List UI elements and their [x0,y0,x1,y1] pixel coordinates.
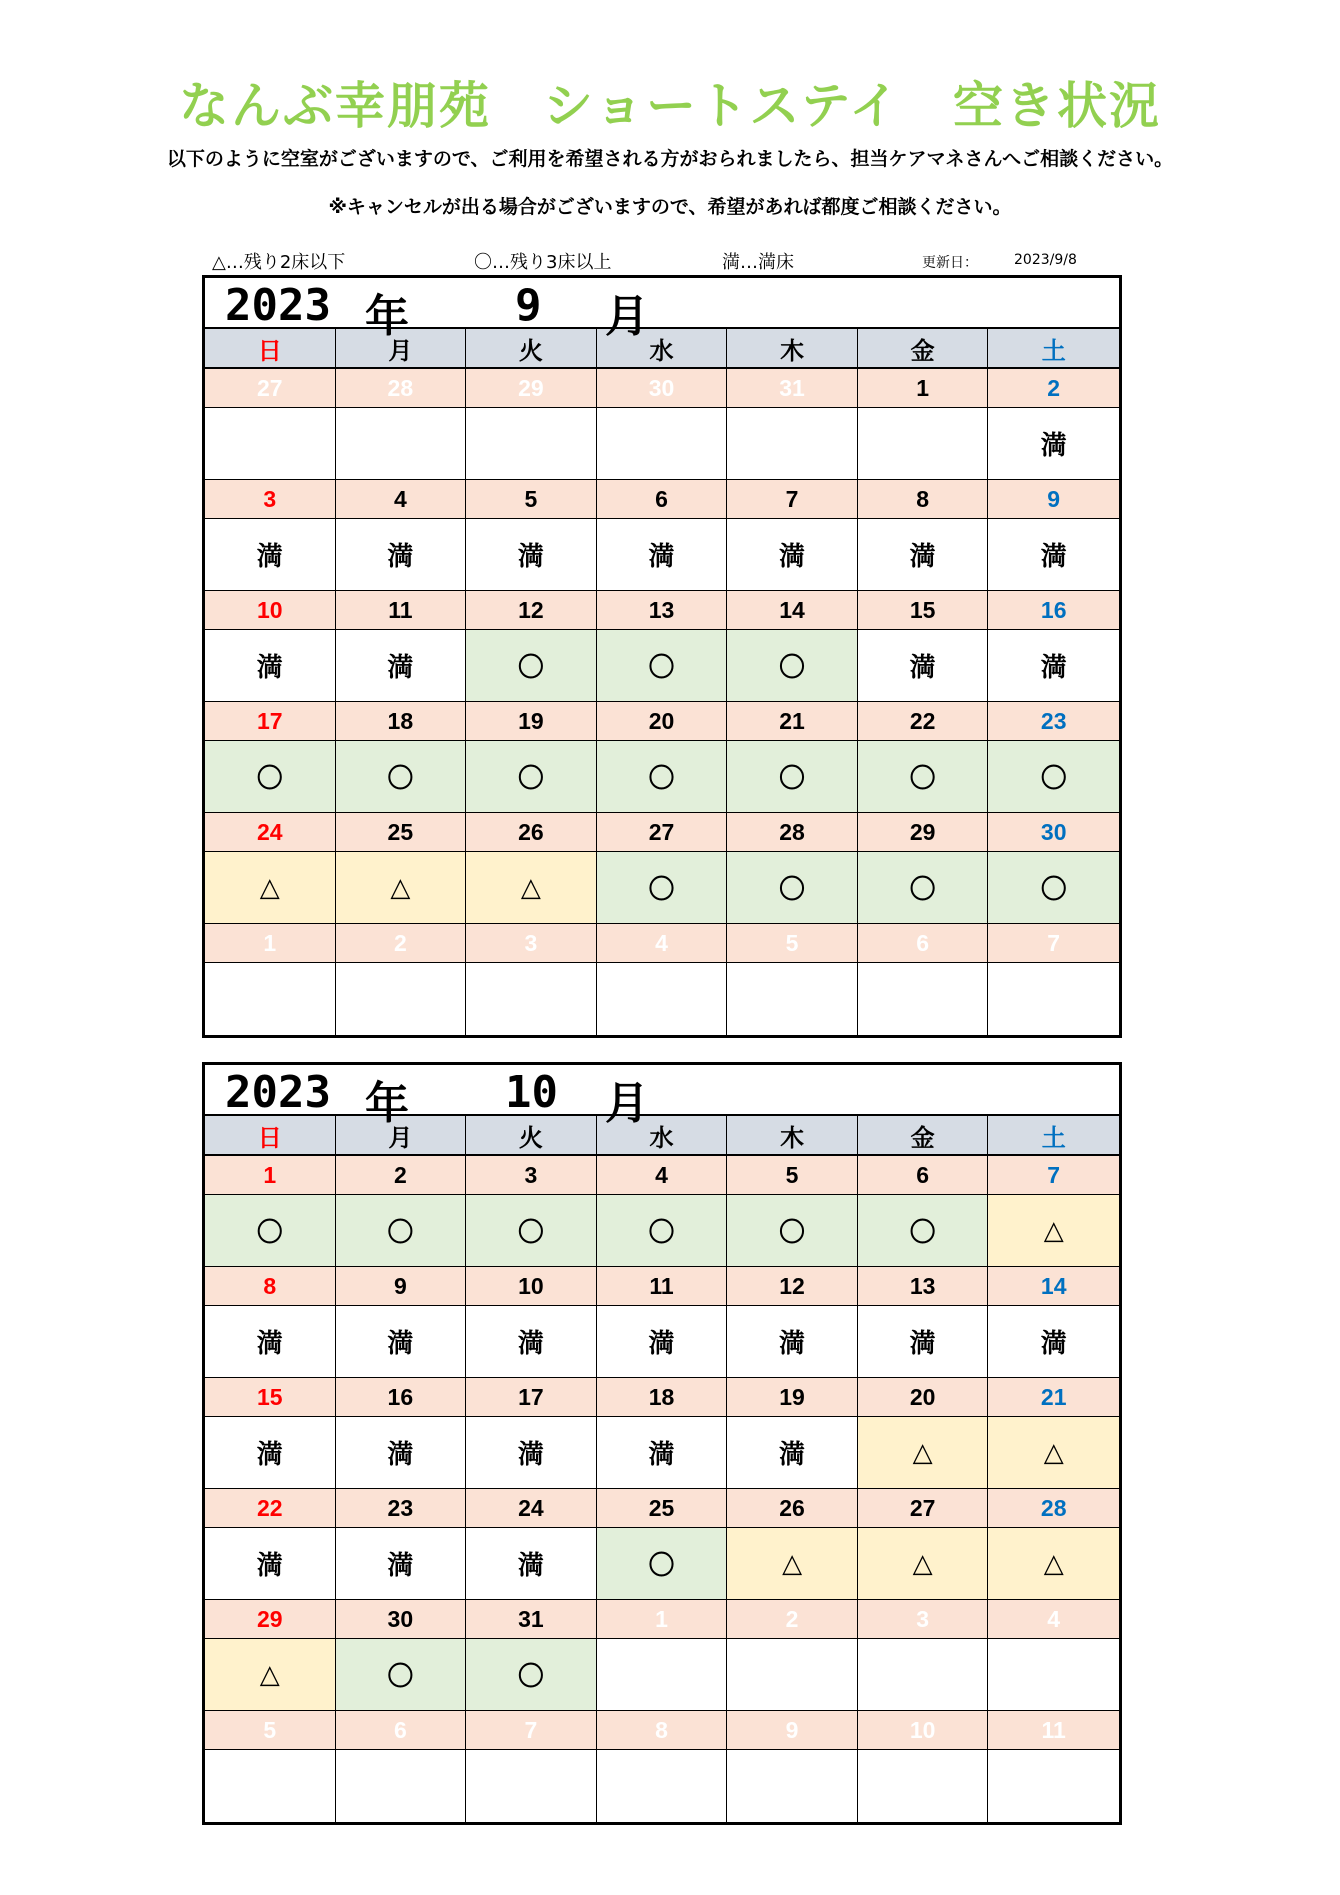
date-cell: 2 [727,1600,858,1639]
availability-cell: 満 [988,519,1119,591]
date-cell: 23 [988,702,1119,741]
availability-cell [336,963,467,1035]
date-cell: 13 [597,591,728,630]
date-cell: 30 [597,369,728,408]
weekday-header: 日 [205,1116,336,1156]
date-cell: 31 [466,1600,597,1639]
availability-cell [988,963,1119,1035]
date-cell: 7 [466,1711,597,1750]
calendar-month: 10 [505,1067,558,1118]
date-cell: 8 [858,480,989,519]
date-cell: 27 [597,813,728,852]
availability-cell [205,408,336,480]
calendar-grid [205,329,1119,1035]
date-cell: 25 [336,813,467,852]
calendar-year: 2023 [225,280,331,331]
date-cell: 22 [858,702,989,741]
availability-cell: 満 [336,1528,467,1600]
date-cell: 10 [858,1711,989,1750]
date-cell: 2 [988,369,1119,408]
legend-triangle: △…残り2床以下 [212,252,346,273]
date-cell: 29 [858,813,989,852]
availability-cell [988,1750,1119,1822]
date-cell: 11 [336,591,467,630]
availability-cell: 〇 [858,1195,989,1267]
date-cell: 29 [466,369,597,408]
availability-cell [466,963,597,1035]
availability-cell [597,1639,728,1711]
availability-cell [858,963,989,1035]
request-note: 以下のように空室がございますので、ご利用を希望される方がおられましたら、担当ケアマネさんへご相談ください。 [166,148,1174,170]
availability-cell: 満 [466,1306,597,1378]
date-cell: 13 [858,1267,989,1306]
weekday-header: 水 [597,329,728,369]
date-cell: 16 [336,1378,467,1417]
weekday-header: 土 [988,329,1119,369]
availability-cell: 〇 [205,1195,336,1267]
weekday-header: 木 [727,1116,858,1156]
date-cell: 8 [597,1711,728,1750]
availability-cell: 満 [858,519,989,591]
date-cell: 4 [597,1156,728,1195]
availability-cell: 〇 [466,741,597,813]
availability-cell: 満 [205,1306,336,1378]
availability-cell: 〇 [597,630,728,702]
date-cell: 28 [988,1489,1119,1528]
weekday-header: 土 [988,1116,1119,1156]
availability-cell: 満 [205,630,336,702]
date-cell: 23 [336,1489,467,1528]
availability-cell [205,1750,336,1822]
date-cell: 3 [858,1600,989,1639]
weekday-header: 月 [336,1116,467,1156]
availability-cell: 満 [205,519,336,591]
weekday-header: 月 [336,329,467,369]
date-cell: 25 [597,1489,728,1528]
date-cell: 9 [727,1711,858,1750]
date-cell: 12 [466,591,597,630]
date-cell: 18 [336,702,467,741]
date-cell: 6 [336,1711,467,1750]
availability-cell: 満 [466,1528,597,1600]
date-cell: 20 [858,1378,989,1417]
date-cell: 17 [205,702,336,741]
availability-cell: △ [336,852,467,924]
calendar-september [202,275,1122,1038]
date-cell: 8 [205,1267,336,1306]
legend-circle: 〇…残り3床以上 [474,252,612,273]
calendar-year-unit: 年 [365,1078,409,1129]
date-cell: 14 [727,591,858,630]
availability-cell: 〇 [727,741,858,813]
availability-cell [466,408,597,480]
availability-cell [727,1750,858,1822]
calendar-month-unit: 月 [605,1078,649,1129]
availability-cell [988,1639,1119,1711]
availability-cell [336,408,467,480]
date-cell: 5 [205,1711,336,1750]
availability-cell [205,963,336,1035]
date-cell: 20 [597,702,728,741]
availability-cell: 〇 [988,852,1119,924]
date-cell: 15 [858,591,989,630]
availability-cell: △ [858,1417,989,1489]
date-cell: 1 [597,1600,728,1639]
availability-cell [858,408,989,480]
calendar-month-unit: 月 [605,291,649,342]
calendar-october [202,1062,1122,1825]
date-cell: 5 [727,924,858,963]
date-cell: 3 [205,480,336,519]
date-cell: 6 [858,1156,989,1195]
availability-cell: 満 [336,1306,467,1378]
date-cell: 28 [336,369,467,408]
date-cell: 26 [727,1489,858,1528]
date-cell: 1 [205,1156,336,1195]
date-cell: 19 [727,1378,858,1417]
availability-cell: 満 [988,630,1119,702]
date-cell: 11 [597,1267,728,1306]
calendar-month: 9 [515,280,542,331]
availability-cell: △ [205,852,336,924]
date-cell: 22 [205,1489,336,1528]
availability-cell: △ [988,1528,1119,1600]
date-cell: 21 [988,1378,1119,1417]
weekday-header: 木 [727,329,858,369]
date-cell: 3 [466,1156,597,1195]
date-cell: 30 [988,813,1119,852]
availability-cell: 満 [336,630,467,702]
availability-cell: 満 [336,1417,467,1489]
date-cell: 2 [336,924,467,963]
date-cell: 7 [988,1156,1119,1195]
availability-cell: △ [466,852,597,924]
date-cell: 5 [466,480,597,519]
availability-cell [727,408,858,480]
weekday-header: 火 [466,1116,597,1156]
availability-cell: 満 [466,519,597,591]
date-cell: 10 [205,591,336,630]
date-cell: 19 [466,702,597,741]
legend-full: 満…満床 [722,252,794,273]
availability-cell: 満 [466,1417,597,1489]
calendar-header [205,1065,1119,1129]
availability-cell [597,963,728,1035]
availability-cell: 満 [858,1306,989,1378]
calendar-grid [205,1116,1119,1822]
availability-cell: 〇 [727,852,858,924]
date-cell: 14 [988,1267,1119,1306]
cancellation-note: ※キャンセルが出る場合がございますので、希望があれば都度ご相談ください。 [328,196,1012,218]
date-cell: 12 [727,1267,858,1306]
calendar-header [205,278,1119,342]
availability-cell: 〇 [336,1639,467,1711]
availability-cell: 満 [988,408,1119,480]
date-cell: 6 [858,924,989,963]
availability-cell: △ [988,1195,1119,1267]
availability-cell: 〇 [336,741,467,813]
date-cell: 18 [597,1378,728,1417]
date-cell: 27 [858,1489,989,1528]
availability-cell: 満 [597,1417,728,1489]
availability-cell: △ [727,1528,858,1600]
availability-cell: 満 [988,1306,1119,1378]
date-cell: 7 [727,480,858,519]
date-cell: 30 [336,1600,467,1639]
availability-cell: 〇 [858,741,989,813]
calendar-year: 2023 [225,1067,331,1118]
availability-cell: 〇 [727,630,858,702]
date-cell: 31 [727,369,858,408]
availability-cell: 満 [336,519,467,591]
date-cell: 11 [988,1711,1119,1750]
date-cell: 24 [466,1489,597,1528]
availability-cell: 満 [727,1417,858,1489]
availability-cell: 〇 [597,1528,728,1600]
date-cell: 15 [205,1378,336,1417]
date-cell: 27 [205,369,336,408]
availability-cell: 〇 [205,741,336,813]
date-cell: 1 [858,369,989,408]
availability-cell [727,1639,858,1711]
date-cell: 9 [988,480,1119,519]
date-cell: 26 [466,813,597,852]
availability-cell: 〇 [597,741,728,813]
date-cell: 4 [597,924,728,963]
availability-cell: 満 [597,519,728,591]
date-cell: 29 [205,1600,336,1639]
availability-cell [858,1750,989,1822]
date-cell: 28 [727,813,858,852]
availability-cell: 満 [858,630,989,702]
availability-cell [336,1750,467,1822]
availability-cell: 〇 [466,1639,597,1711]
availability-cell: 〇 [336,1195,467,1267]
updated-label: 更新日： [922,255,978,271]
availability-cell: 〇 [597,1195,728,1267]
date-cell: 21 [727,702,858,741]
availability-cell: 満 [597,1306,728,1378]
date-cell: 7 [988,924,1119,963]
weekday-header: 水 [597,1116,728,1156]
date-cell: 16 [988,591,1119,630]
availability-cell: 〇 [466,1195,597,1267]
availability-cell: 満 [205,1417,336,1489]
availability-cell: △ [988,1417,1119,1489]
legend [212,248,1112,274]
weekday-header: 金 [858,1116,989,1156]
weekday-header: 日 [205,329,336,369]
date-cell: 9 [336,1267,467,1306]
weekday-header: 火 [466,329,597,369]
availability-cell [858,1639,989,1711]
date-cell: 24 [205,813,336,852]
date-cell: 10 [466,1267,597,1306]
date-cell: 5 [727,1156,858,1195]
date-cell: 4 [988,1600,1119,1639]
availability-cell: △ [205,1639,336,1711]
availability-cell: △ [858,1528,989,1600]
availability-cell: 満 [727,519,858,591]
availability-cell [597,408,728,480]
date-cell: 4 [336,480,467,519]
availability-cell: 〇 [727,1195,858,1267]
availability-cell: 満 [727,1306,858,1378]
date-cell: 3 [466,924,597,963]
availability-cell: 満 [205,1528,336,1600]
updated-date: 2023/9/8 [1014,252,1077,268]
availability-cell [597,1750,728,1822]
availability-cell: 〇 [858,852,989,924]
availability-cell [727,963,858,1035]
availability-cell: 〇 [988,741,1119,813]
availability-cell: 〇 [597,852,728,924]
date-cell: 2 [336,1156,467,1195]
page-title: なんぶ幸朋苑 ショートステイ 空き状況 [179,77,1161,135]
weekday-header: 金 [858,329,989,369]
calendar-year-unit: 年 [365,291,409,342]
date-cell: 1 [205,924,336,963]
availability-cell [466,1750,597,1822]
date-cell: 6 [597,480,728,519]
date-cell: 17 [466,1378,597,1417]
availability-cell: 〇 [466,630,597,702]
